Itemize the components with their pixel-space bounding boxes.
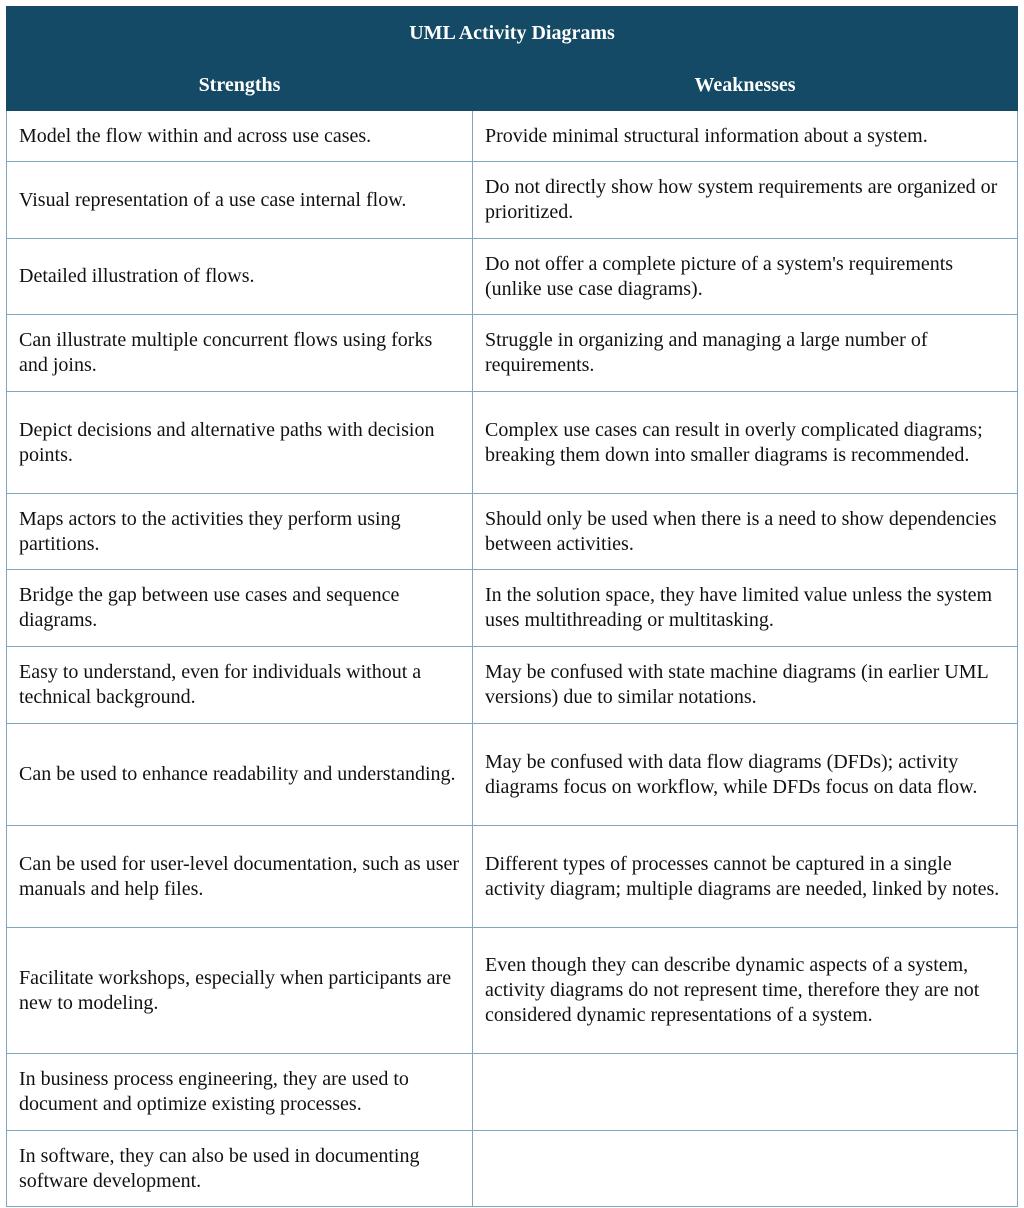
comparison-table bbox=[6, 6, 1018, 1207]
weakness-cell bbox=[473, 1131, 1018, 1207]
strength-cell: Can be used to enhance readability and understanding. bbox=[7, 724, 473, 826]
table-row bbox=[7, 928, 1018, 1054]
table-row bbox=[7, 1131, 1018, 1207]
strength-cell: Bridge the gap between use cases and sequence diagrams. bbox=[7, 570, 473, 647]
weakness-cell: Even though they can describe dynamic aspects of a system, activity diagrams do not represent time, therefore they are not considered dynamic representations of a system. bbox=[473, 928, 1018, 1054]
strength-cell: In business process engineering, they are used to document and optimize existing processes. bbox=[7, 1054, 473, 1131]
strength-cell: Can illustrate multiple concurrent flows using forks and joins. bbox=[7, 315, 473, 392]
weakness-cell: Do not directly show how system requirements are organized or prioritized. bbox=[473, 162, 1018, 239]
strength-cell: Maps actors to the activities they perform using partitions. bbox=[7, 494, 473, 570]
table-row bbox=[7, 1054, 1018, 1131]
table-title: UML Activity Diagrams bbox=[7, 7, 1018, 60]
weakness-cell: Complex use cases can result in overly complicated diagrams; breaking them down into smaller diagrams is recommended. bbox=[473, 392, 1018, 494]
weakness-cell: Should only be used when there is a need to show dependencies between activities. bbox=[473, 494, 1018, 570]
weakness-cell bbox=[473, 1054, 1018, 1131]
table-title-row bbox=[7, 7, 1018, 60]
strength-cell: Depict decisions and alternative paths with decision points. bbox=[7, 392, 473, 494]
strength-cell: Visual representation of a use case internal flow. bbox=[7, 162, 473, 239]
weakness-cell: Do not offer a complete picture of a system's requirements (unlike use case diagrams). bbox=[473, 239, 1018, 315]
strength-cell: Easy to understand, even for individuals without a technical background. bbox=[7, 647, 473, 724]
table-row bbox=[7, 494, 1018, 570]
table-row bbox=[7, 826, 1018, 928]
table-row bbox=[7, 111, 1018, 162]
table-row bbox=[7, 239, 1018, 315]
table-row bbox=[7, 162, 1018, 239]
strength-cell: Can be used for user-level documentation, such as user manuals and help files. bbox=[7, 826, 473, 928]
weakness-cell: May be confused with state machine diagrams (in earlier UML versions) due to similar notations. bbox=[473, 647, 1018, 724]
weakness-cell: Provide minimal structural information about a system. bbox=[473, 111, 1018, 162]
comparison-table-container bbox=[6, 6, 1017, 1207]
table-row bbox=[7, 570, 1018, 647]
table-header-row bbox=[7, 60, 1018, 111]
strength-cell: In software, they can also be used in documenting software development. bbox=[7, 1131, 473, 1207]
table-row bbox=[7, 315, 1018, 392]
strength-cell: Model the flow within and across use cases. bbox=[7, 111, 473, 162]
strength-cell: Detailed illustration of flows. bbox=[7, 239, 473, 315]
weakness-cell: In the solution space, they have limited value unless the system uses multithreading or multitasking. bbox=[473, 570, 1018, 647]
weakness-cell: May be confused with data flow diagrams (DFDs); activity diagrams focus on workflow, while DFDs focus on data flow. bbox=[473, 724, 1018, 826]
strengths-header: Strengths bbox=[7, 60, 473, 111]
table-row bbox=[7, 392, 1018, 494]
weakness-cell: Different types of processes cannot be captured in a single activity diagram; multiple diagrams are needed, linked by notes. bbox=[473, 826, 1018, 928]
weaknesses-header: Weaknesses bbox=[473, 60, 1018, 111]
weakness-cell: Struggle in organizing and managing a large number of requirements. bbox=[473, 315, 1018, 392]
table-row bbox=[7, 724, 1018, 826]
strength-cell: Facilitate workshops, especially when participants are new to modeling. bbox=[7, 928, 473, 1054]
table-row bbox=[7, 647, 1018, 724]
